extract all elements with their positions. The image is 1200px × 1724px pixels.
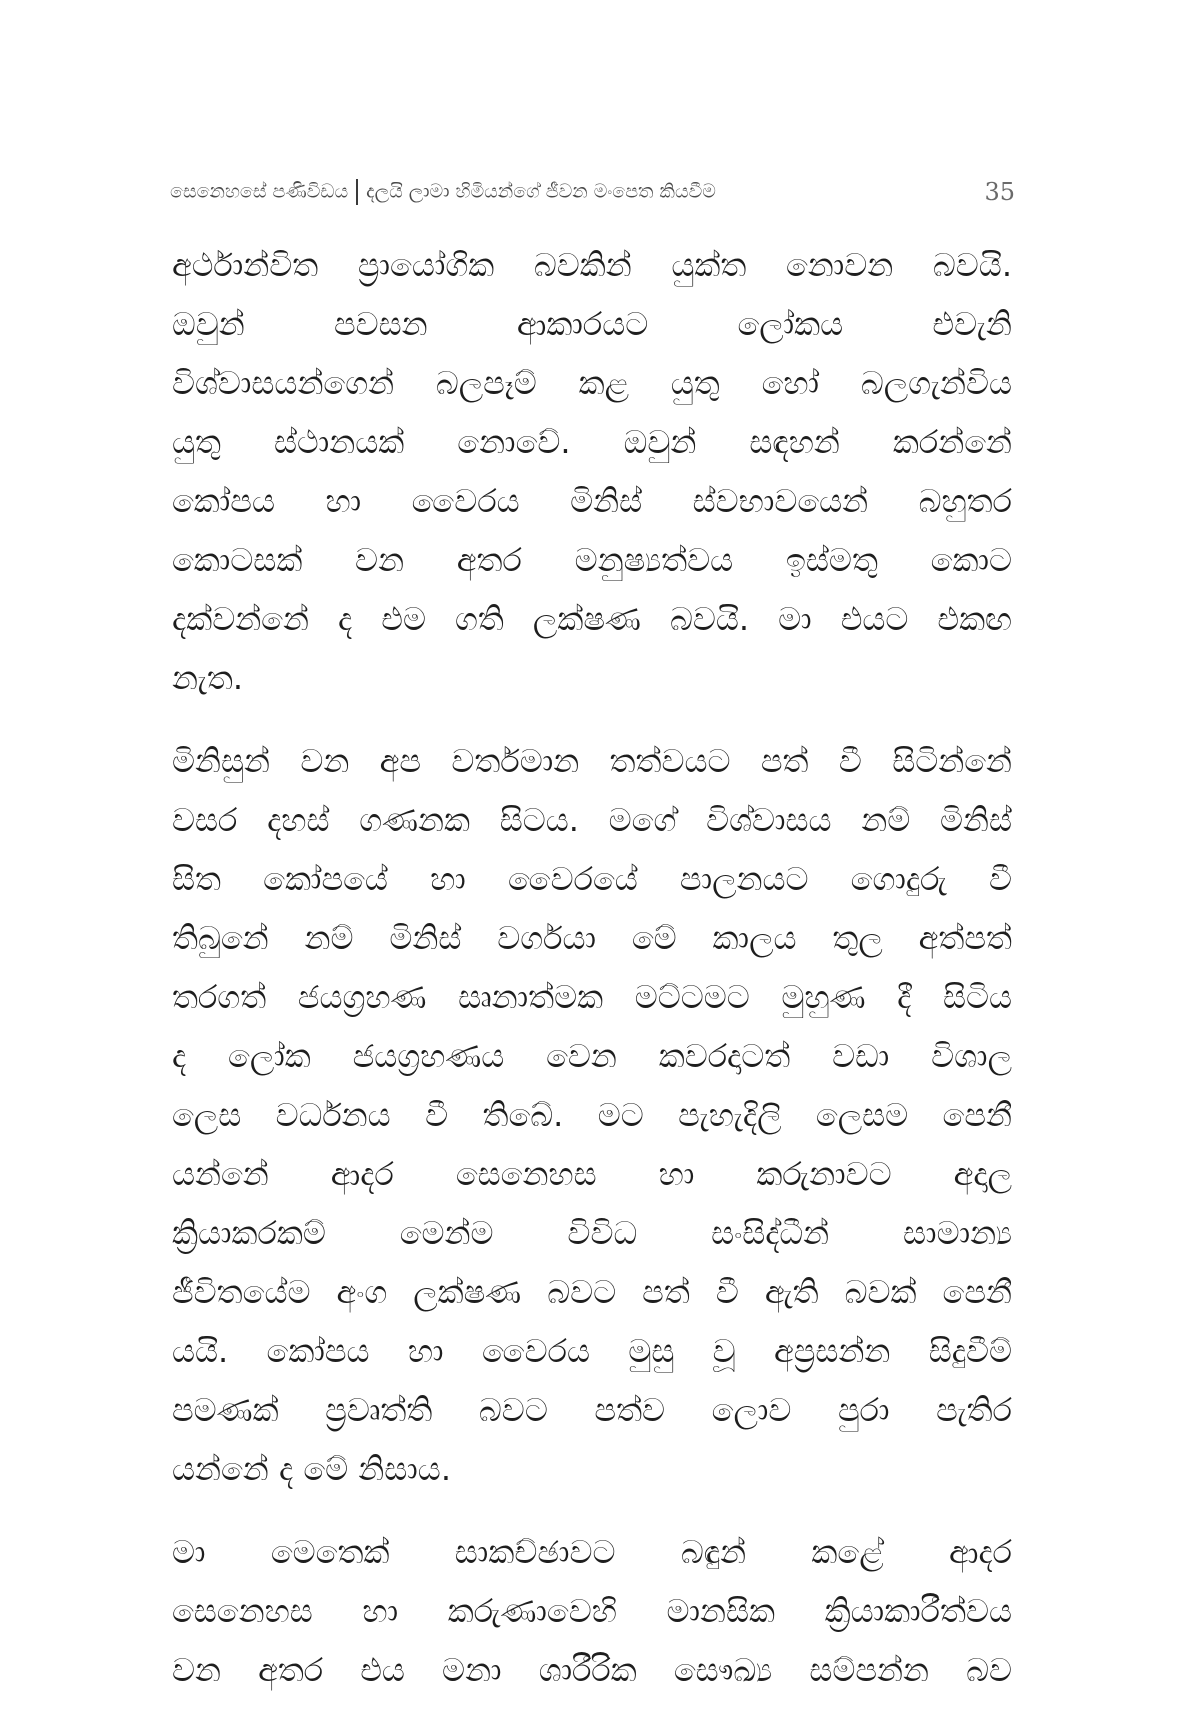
text-line: යන්නේ ද මේ නිසාය. (172, 1450, 451, 1488)
paragraph-2 (172, 732, 1012, 1499)
text-line: මා මෙතෙක් සාකච්ඡාවට බඳුන් කළේ ආදර (172, 1533, 1012, 1571)
text-line: ජීවිතයේම අංග ලක්ෂණ බවට පත් වී ඇති බවක් පෙනී (172, 1273, 1012, 1311)
header-title (170, 179, 716, 205)
text-line: කෝපය හා වෛරය මිනිස් ස්වභාවයෙන් බහුතර (172, 482, 1012, 520)
text-line: තරගත් ජයග්‍රහණ සෘනාත්මක මට්ටමට මුහුණ දී සිටිය (172, 978, 1012, 1016)
text-line: නැත. (172, 659, 244, 697)
body-text (172, 236, 1012, 1724)
text-line: වන අතර එය මනා ශාරීරික සෞඛ්‍ය සම්පන්න බව (172, 1651, 1012, 1689)
header-separator (356, 179, 358, 205)
text-line: ලෙස වර්ධනය වී තිබේ. මට පැහැදිලි ලෙසම පෙනී (172, 1096, 1012, 1134)
text-line: ඔවුන් පවසන ආකාරයට ලෝකය එවැනි (172, 305, 1012, 343)
text-line: යන්නේ ආදර සෙනෙහස හා කරුනාවට අදාල (172, 1155, 1012, 1193)
text-line: සෙනෙහස හා කරුණාවෙහි මානසික ක්‍රියාකාරීත්වය (172, 1592, 1012, 1630)
text-line: විශ්වාසයන්ගෙන් බලපෑම් කළ යුතු හෝ බලගැන්විය (172, 364, 1012, 402)
book-title: සෙනෙහසේ පණිවිඩය (170, 180, 349, 203)
text-line: කොටසක් වන අතර මනුෂ්‍යත්වය ඉස්මතු කොට (172, 541, 1012, 579)
text-line: මිනිසුන් වන අප වර්තමාන තත්වයට පත් වී සිටින්නේ (172, 742, 1012, 780)
text-line: යුතු ස්ථානයක් නොවේ. ඔවුන් සඳහන් කරන්නේ (172, 423, 1012, 461)
page-number: 35 (984, 178, 1015, 206)
chapter-title: දලයි ලාමා හිමියන්ගේ ජීවන මංපෙත කියවීම (366, 180, 716, 203)
running-header (170, 172, 1015, 212)
text-line: යයි. කෝපය හා වෛරය මුසු වූ අප්‍රසන්න සිදුවීම් (172, 1332, 1012, 1370)
text-line: තිබුනේ නම් මිනිස් වර්ගයා මේ කාලය තුල අත්පත් (172, 919, 1012, 957)
text-line: ද ලෝක ජයග්‍රහණය වෙන කවරදාටත් වඩා විශාල (172, 1037, 1012, 1075)
paragraph-3 (172, 1523, 1012, 1700)
text-line: වසර දහස් ගණනක සිටය. මගේ විශ්වාසය නම් මිනිස් (172, 801, 1012, 839)
text-line: පමණක් ප්‍රවෘත්ති බවට පත්ව ලොව පුරා පැතිර (172, 1391, 1012, 1429)
text-line: ක්‍රියාකරකම් මෙන්ම විවිධ සංසිද්ධීන් සාමාන්‍ය (172, 1214, 1012, 1252)
text-line: සිත කෝපයේ හා වෛරයේ පාලනයට ගොදුරු වී (172, 860, 1012, 898)
paragraph-1 (172, 236, 1012, 708)
text-line: දක්වන්නේ ද එම ගති ලක්ෂණ බවයි. මා එයට එකඟ (172, 600, 1012, 638)
text-line: අර්ථාන්විත ප්‍රායෝගික බවකින් යුක්ත නොවන බවයි. (172, 246, 1012, 284)
